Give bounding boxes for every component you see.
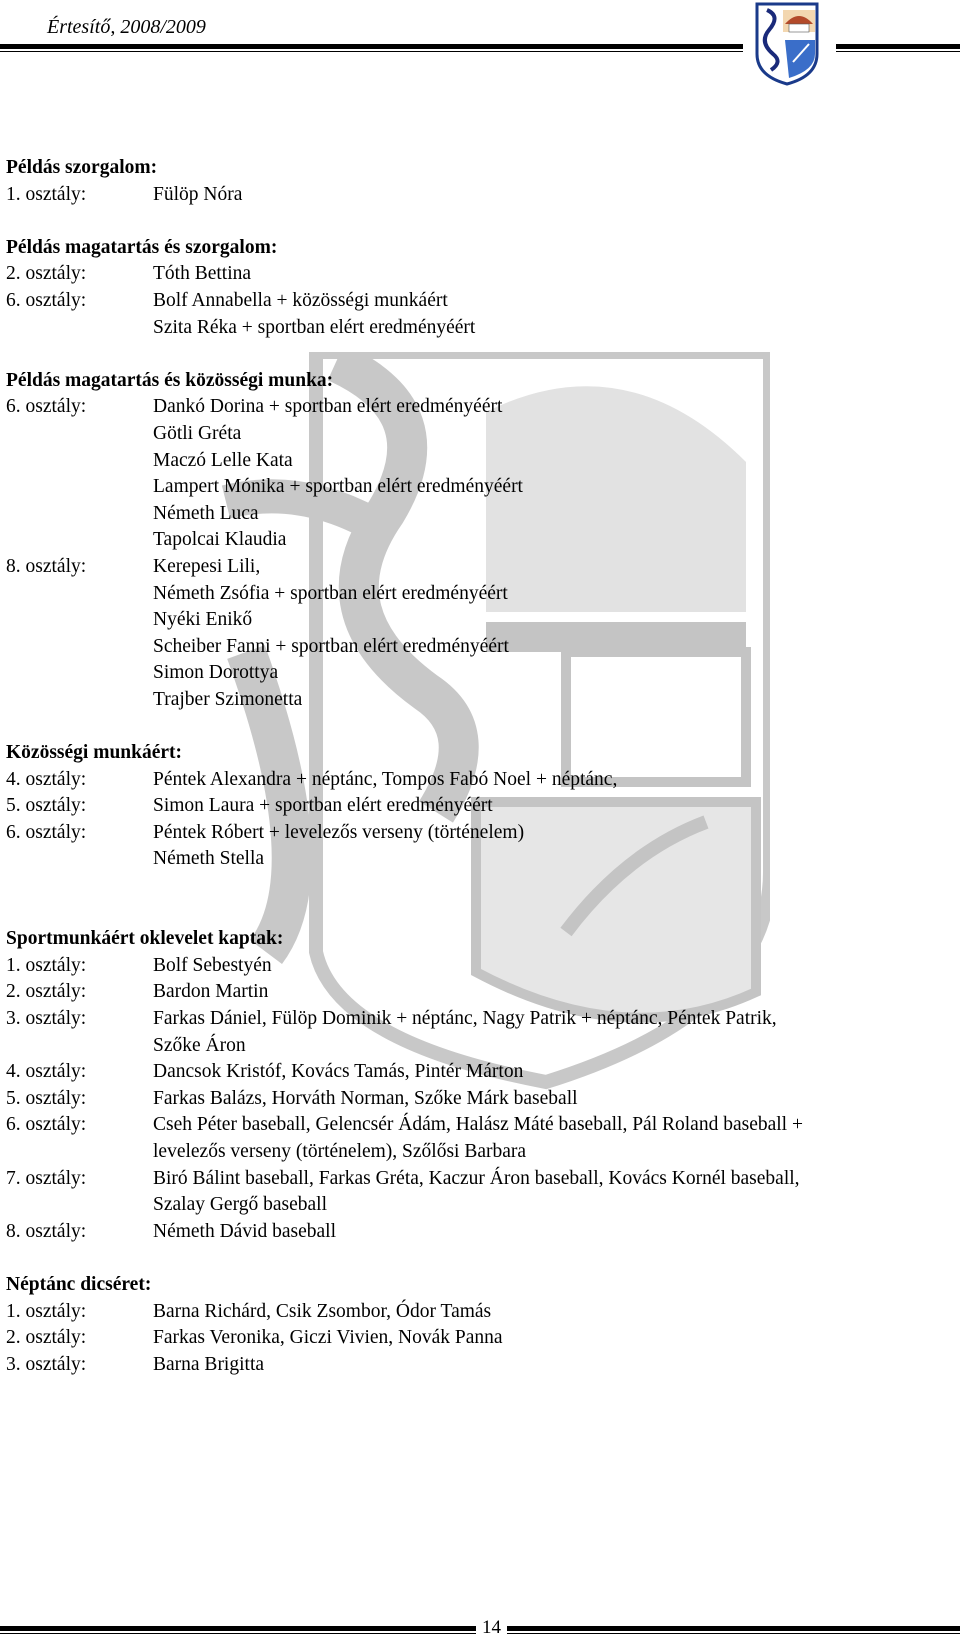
student-line: Péntek Alexandra + néptánc, Tompos Fabó Noel + néptánc, — [153, 768, 618, 790]
section — [6, 1272, 946, 1378]
class-label: 2. osztály: — [6, 263, 87, 285]
class-label: 2. osztály: — [6, 1327, 87, 1349]
student-line: Trajber Szimonetta — [153, 688, 303, 710]
student-line: Németh Stella — [153, 848, 265, 870]
student-line: Dancsok Kristóf, Kovács Tamás, Pintér Márton — [153, 1061, 524, 1083]
class-label: 3. osztály: — [6, 1353, 87, 1375]
class-label: 1. osztály: — [6, 954, 87, 976]
class-label: 6. osztály: — [6, 821, 87, 843]
class-row — [6, 1166, 946, 1219]
section-heading: Példás szorgalom: — [6, 157, 158, 178]
student-names — [153, 1086, 946, 1113]
class-row — [6, 953, 946, 980]
student-line: Szita Réka + sportban elért eredményéért — [153, 316, 476, 338]
class-label: 5. osztály: — [6, 795, 87, 817]
header-rule-left-thick — [0, 44, 743, 49]
class-row — [6, 1325, 946, 1352]
school-crest-logo — [753, 2, 821, 86]
header-rule-right-thin — [836, 51, 960, 52]
student-names — [153, 820, 946, 873]
class-row — [6, 1112, 946, 1165]
student-line: Németh Zsófia + sportban elért eredményéért — [153, 582, 508, 604]
class-label: 4. osztály: — [6, 768, 87, 790]
student-line: Szőke Áron — [153, 1034, 246, 1056]
student-line: Németh Luca — [153, 502, 259, 524]
class-row — [6, 1219, 946, 1246]
student-line: Farkas Dániel, Fülöp Dominik + néptánc, Nagy Patrik + néptánc, Péntek Patrik, — [153, 1008, 777, 1029]
section-heading: Sportmunkáért oklevelet kaptak: — [6, 928, 284, 950]
student-names — [153, 793, 946, 820]
class-label: 6. osztály: — [6, 396, 87, 418]
student-line: Péntek Róbert + levelezős verseny (történelem) — [153, 821, 525, 843]
class-label: 8. osztály: — [6, 1220, 87, 1242]
class-label: 7. osztály: — [6, 1167, 87, 1189]
class-row — [6, 1059, 946, 1086]
class-row — [6, 820, 946, 873]
class-label: 1. osztály: — [6, 183, 87, 205]
student-line: Simon Dorottya — [153, 662, 279, 684]
section — [6, 740, 946, 873]
student-names — [153, 1352, 946, 1379]
student-line: Cseh Péter baseball, Gelencsér Ádám, Halász Máté baseball, Pál Roland baseball + — [153, 1114, 803, 1136]
class-row — [6, 1006, 946, 1059]
student-line: Farkas Balázs, Horváth Norman, Szőke Márk baseball — [153, 1087, 578, 1109]
header-title: Értesítő, 2008/2009 — [47, 16, 206, 38]
student-names — [153, 1166, 946, 1219]
class-label: 6. osztály: — [6, 289, 87, 311]
class-label: 4. osztály: — [6, 1061, 87, 1083]
class-row — [6, 979, 946, 1006]
class-row — [6, 793, 946, 820]
section-heading: Néptánc dicséret: — [6, 1273, 152, 1295]
student-line: Lampert Mónika + sportban elért eredményéért — [153, 476, 523, 498]
student-names — [153, 979, 946, 1006]
student-line: levelezős verseny (történelem), Szőlősi Barbara — [153, 1140, 527, 1162]
class-row — [6, 288, 946, 341]
header-rule-left-thin — [0, 51, 743, 52]
student-names — [153, 261, 946, 288]
section-heading: Példás magatartás és szorgalom: — [6, 236, 278, 258]
student-names — [153, 554, 946, 714]
class-row — [6, 767, 946, 794]
class-row — [6, 1352, 946, 1379]
student-names — [153, 953, 946, 980]
student-names — [153, 1325, 946, 1352]
student-names — [153, 1299, 946, 1326]
student-line: Tapolcai Klaudia — [153, 529, 287, 551]
student-line: Barna Brigitta — [153, 1353, 265, 1375]
student-line: Bolf Annabella + közösségi munkáért — [153, 289, 448, 311]
section — [6, 155, 946, 208]
section-heading: Közösségi munkáért: — [6, 742, 183, 764]
student-line: Tóth Bettina — [153, 263, 252, 285]
student-line: Kerepesi Lili, — [153, 555, 261, 577]
class-row — [6, 1086, 946, 1113]
class-row — [6, 261, 946, 288]
student-line: Scheiber Fanni + sportban elért eredményéért — [153, 635, 509, 657]
student-line: Németh Dávid baseball — [153, 1220, 337, 1242]
student-line: Szalay Gergő baseball — [153, 1194, 327, 1216]
student-names — [153, 1219, 946, 1246]
student-line: Simon Laura + sportban elért eredményéért — [153, 795, 493, 817]
student-line: Nyéki Enikő — [153, 609, 253, 631]
student-line: Farkas Veronika, Giczi Vivien, Novák Panna — [153, 1327, 503, 1349]
class-label: 2. osztály: — [6, 981, 87, 1003]
student-line: Götli Gréta — [153, 422, 242, 444]
class-label: 8. osztály: — [6, 555, 87, 577]
section-heading: Példás magatartás és közösségi munka: — [6, 369, 334, 391]
class-row — [6, 554, 946, 714]
section — [6, 235, 946, 341]
student-names — [153, 1059, 946, 1086]
student-line: Biró Bálint baseball, Farkas Gréta, Kaczur Áron baseball, Kovács Kornél baseball, — [153, 1167, 800, 1189]
class-label: 1. osztály: — [6, 1300, 87, 1322]
student-line: Fülöp Nóra — [153, 183, 243, 205]
student-names — [153, 767, 946, 794]
student-names — [153, 288, 946, 341]
student-line: Dankó Dorina + sportban elért eredményéért — [153, 396, 503, 418]
student-line: Barna Richárd, Csik Zsombor, Ódor Tamás — [153, 1300, 492, 1322]
class-label: 3. osztály: — [6, 1008, 87, 1029]
header-rule-right-thick — [836, 44, 960, 49]
section — [6, 368, 946, 714]
class-row — [6, 394, 946, 554]
student-line: Maczó Lelle Kata — [153, 449, 293, 471]
page-number: 14 — [476, 1617, 507, 1639]
student-line: Bolf Sebestyén — [153, 954, 272, 976]
class-row — [6, 1299, 946, 1326]
student-names — [153, 182, 946, 209]
section — [6, 926, 946, 1245]
student-line: Bardon Martin — [153, 981, 269, 1003]
student-names — [153, 1112, 946, 1165]
student-names — [153, 1006, 946, 1059]
class-label: 6. osztály: — [6, 1114, 87, 1136]
class-label: 5. osztály: — [6, 1087, 87, 1109]
document-body — [6, 155, 946, 1378]
class-row — [6, 182, 946, 209]
student-names — [153, 394, 946, 554]
